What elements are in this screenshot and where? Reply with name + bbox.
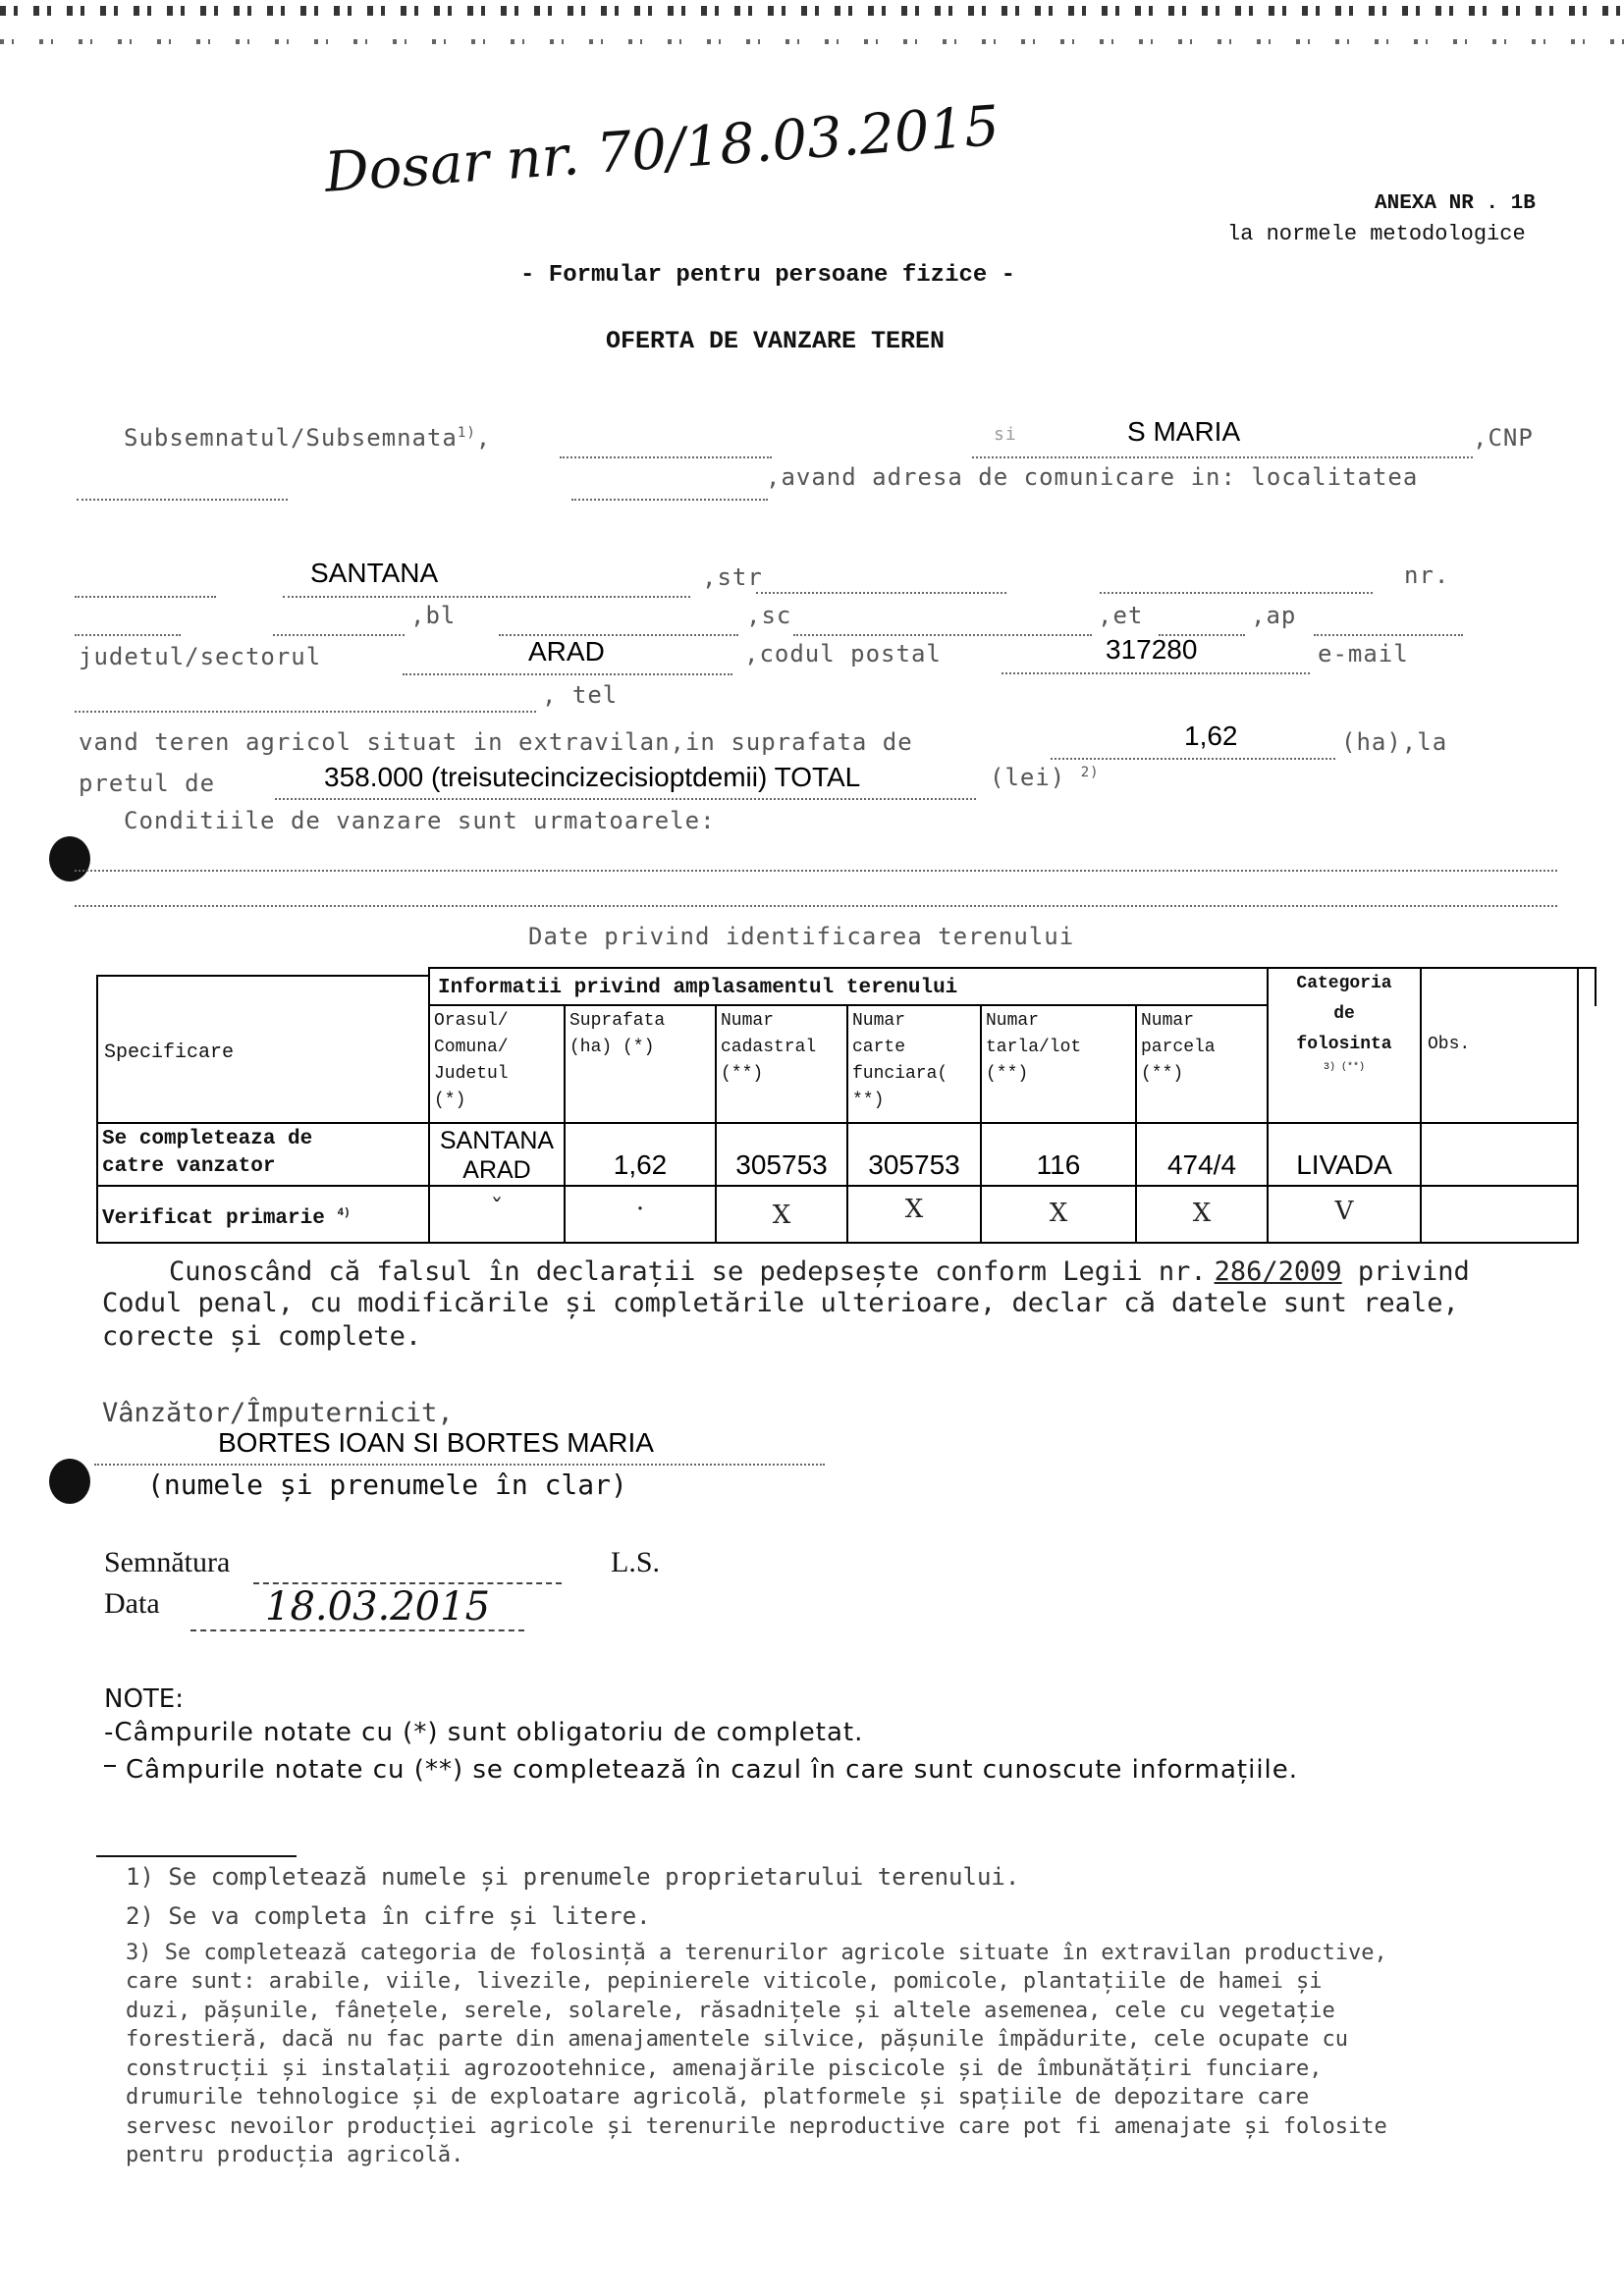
subsemnatul-sup: 1) (457, 425, 476, 441)
row2-mark-localitate: ˇ (428, 1185, 566, 1244)
bl-pre-blank (273, 634, 405, 636)
et-label: ,et (1098, 602, 1144, 629)
row1-localitate-l2: ARAD (462, 1156, 531, 1184)
row1-localitate (428, 1122, 566, 1187)
cnp-blank (77, 499, 288, 501)
cnp-blank-2 (571, 499, 768, 501)
nr-label: nr. (1404, 561, 1450, 589)
scan-noise-top (0, 6, 1624, 16)
subsemnatul-text: Subsemnatul/Subsemnata (124, 424, 458, 452)
declaration-line-2: Codul penal, cu modificările și completările ulterioare, declar că datele sunt reale, (102, 1288, 1459, 1318)
col-parcela-l1: Numar (1141, 1011, 1195, 1031)
footnote-3-l4: forestieră, dacă nu fac parte din amenajamentele silvice, pășunile împădurite, cele ocupate cu (126, 2027, 1349, 2052)
col-obs: Obs. (1428, 1035, 1471, 1054)
footnote-3-l5: construcții și instalații agrozootehnice, amenajările piscicole și de îmbunătățiri funciare, (126, 2056, 1323, 2081)
footnote-3-l6: drumurile tehnologice și de exploatare agricolă, platformele și spațiile de depozitare care (126, 2085, 1310, 2109)
data-value-handwritten: 18.03.2015 (265, 1584, 491, 1629)
col-tarla-l1: Numar (986, 1011, 1040, 1031)
hole-punch-mark (49, 836, 90, 881)
judet-value: ARAD (528, 636, 605, 667)
row2-label-text: Verificat primarie (102, 1207, 325, 1230)
vanzator-label: Vânzător/Împuternicit, (102, 1398, 454, 1428)
row2-mark-parcela: X (1135, 1185, 1269, 1244)
row1-label-cell (96, 1122, 430, 1187)
col-suprafata-l1: Suprafata (569, 1011, 666, 1031)
footnote-2: 2) Se va completa în cifre și litere. (126, 1902, 651, 1930)
col-parcela-l3: (**) (1141, 1064, 1184, 1084)
lei-text: (lei) (990, 764, 1066, 791)
col-suprafata-l2: (ha) (*) (569, 1038, 655, 1057)
localitate-blank (283, 596, 690, 598)
declaration-law-number: 286/2009 (1214, 1256, 1342, 1287)
vanzator-name-value: BORTES IOAN SI BORTES MARIA (218, 1427, 654, 1458)
row1-label-l2: catre vanzator (102, 1155, 276, 1178)
email-blank (75, 711, 536, 713)
scan-noise-top-2 (0, 39, 1624, 44)
col-cf-header (846, 1004, 982, 1124)
cod-postal-value: 317280 (1106, 634, 1198, 665)
row2-label-cell (96, 1185, 430, 1244)
row1-categoria: LIVADA (1267, 1122, 1422, 1187)
name-value: S MARIA (1127, 416, 1241, 447)
col-cf-l4: **) (852, 1091, 885, 1110)
col-cadastral-l3: (**) (721, 1064, 764, 1084)
declaration-line-3: corecte și complete. (102, 1321, 422, 1352)
row2-mark-carte-funciara: X (846, 1185, 982, 1244)
row2-obs (1420, 1185, 1579, 1244)
form-title: OFERTA DE VANZARE TEREN (606, 327, 946, 355)
judet-blank (403, 673, 732, 675)
row1-localitate-l1: SANTANA (439, 1127, 555, 1154)
ap-blank (1314, 634, 1463, 636)
header-group: Informatii privind amplasamentul terenului (438, 977, 958, 999)
col-localitate-l4: (*) (434, 1091, 466, 1110)
footnote-3-l2: care sunt: arabile, viile, livezile, pepinierele viticole, pomicole, plantațiile de hamei și (126, 1969, 1323, 1994)
land-info-table (96, 967, 1579, 1244)
lei-label (990, 764, 1100, 791)
row1-label-l1: Se completeaza de (102, 1128, 313, 1150)
pret-blank (275, 798, 976, 800)
ha-label: (ha),la (1341, 728, 1448, 756)
pret-value: 358.000 (treisutecincizecisioptdemii) TOTAL (324, 762, 861, 792)
annex-number: ANEXA NR . 1B (1375, 192, 1536, 215)
col-tarla-l3: (**) (986, 1064, 1029, 1084)
subsemnatul-label: Subsemnatul/Subsemnata$^{1)}$, (124, 424, 492, 452)
notes-title: NOTE: (104, 1684, 184, 1714)
str-blank-2 (1100, 592, 1373, 594)
col-tarla-l2: tarla/lot (986, 1038, 1082, 1057)
row1-cadastral: 305753 (715, 1122, 848, 1187)
cod-postal-blank (1001, 672, 1310, 674)
col-categoria-l1: Categoria (1296, 974, 1392, 993)
row1-carte-funciara: 305753 (846, 1122, 982, 1187)
col-cf-l1: Numar (852, 1011, 906, 1031)
row1-suprafata: 1,62 (564, 1122, 717, 1187)
bl-label: ,bl (410, 602, 457, 629)
col-cadastral-header (715, 1004, 848, 1124)
col-cadastral-l1: Numar (721, 1011, 775, 1031)
col-localitate-l2: Comuna/ (434, 1038, 509, 1057)
ap-label: ,ap (1251, 602, 1297, 629)
row2-mark-cadastral: X (715, 1185, 848, 1244)
email-label: e-mail (1318, 640, 1409, 667)
nr-blank (75, 634, 181, 636)
row2-label (98, 1187, 428, 1234)
str-label: ,str (702, 563, 763, 591)
cod-postal-label: ,codul postal (744, 640, 942, 667)
col-parcela-header (1135, 1004, 1269, 1124)
judet-label: judetul/sectorul (79, 643, 322, 670)
suprafata-value: 1,62 (1184, 721, 1238, 751)
row2-mark-tarla: X (980, 1185, 1137, 1244)
col-suprafata-header (564, 1004, 717, 1124)
declaration-line-1-post: privind (1357, 1256, 1470, 1287)
col-tarla-header (980, 1004, 1137, 1124)
vanzator-name-blank (94, 1464, 825, 1466)
sc-label: ,sc (746, 602, 792, 629)
footnote-3-l8: pentru producția agricolă. (126, 2143, 464, 2167)
suprafata-text: vand teren agricol situat in extravilan,in suprafata de (79, 728, 913, 756)
cnp-label: ,CNP (1473, 424, 1534, 452)
form-subtitle: - Formular pentru persoane fizice - (520, 262, 1016, 289)
col-localitate-l3: Judetul (434, 1064, 509, 1084)
localitate-blank-a (75, 596, 216, 598)
table-caption: Date privind identificarea terenului (528, 923, 1075, 950)
semnatura-label: Semnătura (104, 1546, 231, 1578)
name-second-blank (972, 456, 1473, 458)
col-cadastral-l2: cadastral (721, 1038, 817, 1057)
row2-mark-categoria: V (1267, 1185, 1422, 1244)
footnote-3-l1: 3) Se completează categoria de folosință a terenurilor agricole situate în extravilan productive, (126, 1941, 1387, 1965)
localitate-value: SANTANA (310, 558, 439, 588)
col-categoria-l3: folosinta (1296, 1035, 1392, 1054)
si-label: si (994, 424, 1017, 445)
notes-line-2: Câmpurile notate cu (**) se completează în cazul în care sunt cunoscute informațiile. (126, 1755, 1299, 1785)
header-specificare: Specificare (104, 1041, 235, 1064)
handwritten-dossier-number: Dosar nr. 70/18.03.2015 (322, 94, 1001, 205)
row1-tarla: 116 (980, 1122, 1137, 1187)
hole-punch-mark-2 (49, 1459, 90, 1504)
suprafata-blank (1051, 758, 1335, 760)
conditii-blank-2 (75, 905, 1557, 907)
annex-subtitle: la normele metodologice (1227, 222, 1526, 246)
footnote-1: 1) Se completează numele și prenumele proprietarului terenului. (126, 1863, 1020, 1891)
col-localitate-header (428, 1004, 566, 1124)
lei-sup: 2) (1080, 765, 1100, 780)
col-cf-l3: funciara( (852, 1064, 948, 1084)
col-parcela-l2: parcela (1141, 1038, 1216, 1057)
row2-label-sup: 4) (337, 1207, 351, 1219)
conditii-label: Conditiile de vanzare sunt urmatoarele: (124, 807, 716, 834)
name-first-blank (560, 456, 772, 458)
row2-mark-suprafata: · (564, 1185, 717, 1244)
data-blank (190, 1629, 524, 1631)
col-categoria-l2: de (1333, 1004, 1355, 1024)
tel-label: , tel (542, 681, 619, 709)
vanzator-name-hint: (numele și prenumele în clar) (147, 1468, 627, 1501)
notes-line-1: -Câmpurile notate cu (*) sunt obligatoriu de completat. (104, 1718, 864, 1747)
sc-blank (793, 634, 1092, 636)
footnote-3-l7: servesc nevoilor producției agricole și terenurile neproductive care pot fi amenajate și folosite (126, 2114, 1387, 2139)
col-categoria-sup: 3) (**) (1323, 1062, 1365, 1073)
row1-parcela: 474/4 (1135, 1122, 1269, 1187)
col-obs-header (1420, 967, 1579, 1124)
footnote-separator (96, 1855, 297, 1857)
declaration-line-1 (169, 1256, 1470, 1287)
conditii-blank-1 (75, 870, 1557, 872)
row1-obs (1420, 1122, 1579, 1187)
notes-dash (104, 1765, 116, 1767)
str-blank (756, 592, 1006, 594)
footnote-3-l3: duzi, pășunile, fânețele, serele, solarele, răsadnițele și altele asemenea, cele cu vegetație (126, 1999, 1335, 2023)
col-categoria-header (1267, 967, 1422, 1124)
header-specificare-cell (96, 975, 430, 1124)
declaration-line-1-pre: Cunoscând că falsul în declarații se pedepsește conform Legii nr. (169, 1256, 1207, 1287)
ls-label: L.S. (611, 1546, 661, 1578)
adresa-label: ,avand adresa de comunicare in: localitatea (766, 463, 1419, 491)
col-localitate-l1: Orasul/ (434, 1011, 509, 1031)
pret-label: pretul de (79, 770, 216, 797)
col-cf-l2: carte (852, 1038, 906, 1057)
data-label: Data (104, 1587, 160, 1620)
